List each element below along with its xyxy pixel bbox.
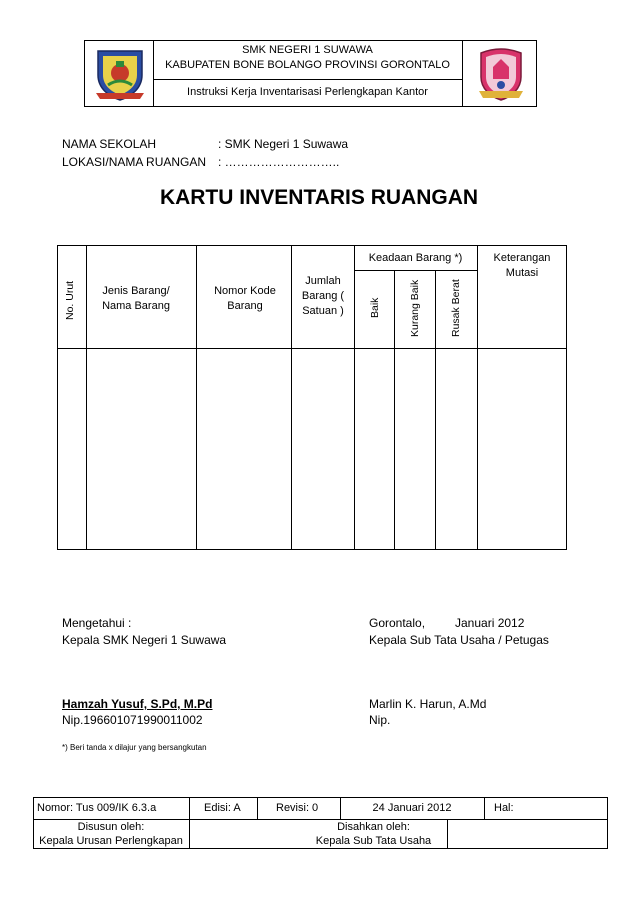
footer-divider-5 — [447, 819, 448, 849]
location-value: : ……………………….. — [218, 155, 340, 169]
col-divider-5 — [394, 270, 395, 550]
footer-edisi: Edisi: A — [204, 802, 241, 814]
header-instruction: Instruksi Kerja Inventarisasi Perlengkapan Kantor — [187, 86, 428, 98]
footer-disahkan-label: Disahkan oleh: — [337, 821, 410, 833]
col-divider-2 — [196, 245, 197, 550]
sign-right-name: Marlin K. Harun, A.Md — [369, 697, 487, 711]
sign-right-place: Gorontalo, — [369, 616, 426, 630]
col-divider-1 — [86, 245, 87, 550]
header-divider-mid — [153, 79, 462, 80]
col-header-kurang-baik: Kurang Baik — [409, 279, 421, 337]
page-title: KARTU INVENTARIS RUANGAN — [159, 186, 479, 209]
footer-divider-4 — [484, 797, 485, 819]
province-crest-icon — [475, 45, 527, 101]
col-header-no-urut: No. Urut — [64, 280, 76, 320]
header-school-name: SMK NEGERI 1 SUWAWA — [242, 44, 373, 56]
header-divider-right — [462, 40, 463, 107]
school-value: : SMK Negeri 1 Suwawa — [218, 137, 349, 151]
col-divider-7 — [477, 245, 478, 550]
col-header-keterangan: Keterangan Mutasi — [493, 252, 551, 279]
col-header-baik: Baik — [369, 297, 381, 318]
keadaan-divider — [354, 270, 477, 271]
header-district: KABUPATEN BONE BOLANGO PROVINSI GORONTALO — [165, 59, 450, 71]
col-header-keadaan: Keadaan Barang *) — [368, 252, 463, 264]
col-header-kode: Nomor Kode Barang — [214, 285, 276, 312]
footer-nomor: Nomor: Tus 009/IK 6.3.a — [37, 802, 157, 814]
sign-right-date: Januari 2012 — [455, 616, 525, 630]
sign-left-name: Hamzah Yusuf, S.Pd, M.Pd — [62, 697, 213, 711]
footer-divider-1 — [189, 797, 190, 849]
footer-disusun-label: Disusun oleh: — [77, 821, 145, 833]
footer-disahkan-by: Kepala Sub Tata Usaha — [315, 835, 432, 847]
footer-tanggal: 24 Januari 2012 — [372, 802, 452, 814]
location-label: LOKASI/NAMA RUANGAN — [62, 155, 207, 169]
col-divider-4 — [354, 245, 355, 550]
footer-divider-2 — [257, 797, 258, 819]
sign-left-line2: Kepala SMK Negeri 1 Suwawa — [62, 633, 227, 647]
sign-left-line1: Mengetahui : — [62, 616, 132, 630]
col-header-jenis: Jenis Barang/ Nama Barang — [102, 285, 170, 312]
sign-left-nip: Nip.196601071990011002 — [62, 713, 203, 727]
footnote: *) Beri tanda x dilajur yang bersangkutan — [62, 743, 207, 752]
sign-right-line2: Kepala Sub Tata Usaha / Petugas — [369, 633, 549, 647]
school-label: NAMA SEKOLAH — [62, 137, 157, 151]
footer-revisi: Revisi: 0 — [276, 802, 319, 814]
district-crest-icon — [94, 45, 146, 101]
footer-hal: Hal: — [494, 802, 514, 814]
sign-right-nip: Nip. — [369, 713, 391, 727]
table-header-bottom — [57, 348, 567, 349]
col-divider-3 — [291, 245, 292, 550]
col-header-rusak-berat: Rusak Berat — [450, 279, 462, 337]
footer-row-divider — [33, 819, 608, 820]
col-divider-6 — [435, 270, 436, 550]
footer-disusun-by: Kepala Urusan Perlengkapan — [39, 835, 183, 847]
col-header-jumlah: Jumlah Barang ( Satuan ) — [301, 275, 345, 317]
